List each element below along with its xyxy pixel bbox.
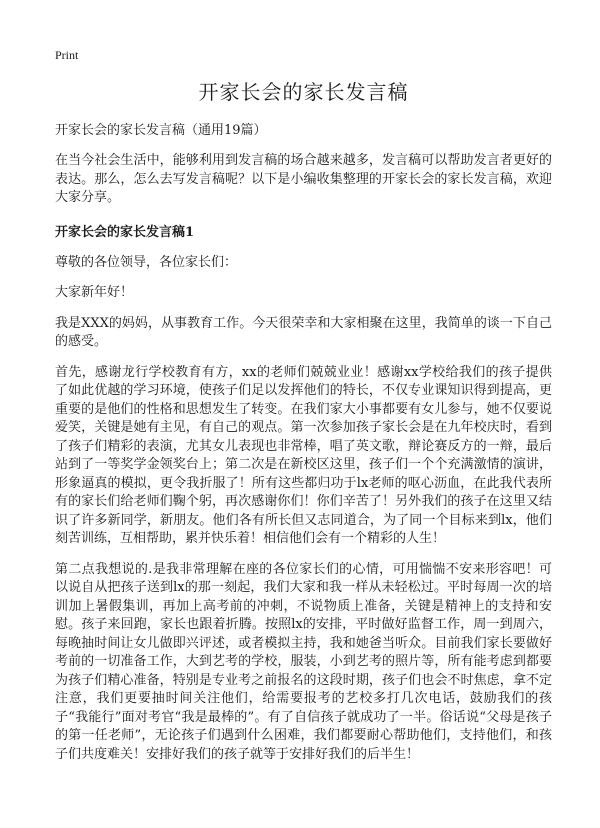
body-paragraph: 首先，感谢龙行学校教育有方，xx的老师们兢兢业业！感谢xx学校给我们的孩子提供了如此优越的学习环境，使孩子们足以发挥他们的特长，不仅专业课知识得到提高，更重要的是他们的性格和思想发生了转变。在我们家大小事都要有女儿参与，她不仅要说爱笑，关键是她有主见，有自己的观点。第一次参加孩子家长会是在九年校庆时，看到了孩子们精彩的表演，尤其女儿表现也非常棒，唱了英文歌，辩论赛反方的一辩，最后站到了一等奖学金领奖台上；第二次是在新校区这里，孩子们一个个充满激情的演讲，形象逼真的模拟，更令我折服了！所有这些都归功于lx老师的呕心沥血，在此我代表所有的家长们给老师们鞠个躬，再次感谢你们！你们辛苦了！另外我们的孩子在这里又结识了许多新同学，新朋友。他们各有所长但又志同道合，为了同一个目标来到lx，他们刻苦训练，互相帮助，累并快乐着！相信他们会有一个精彩的人生！ [55, 364, 552, 546]
page-title: 开家长会的家长发言稿 [198, 80, 409, 104]
body-paragraph: 第二点我想说的.是我非常理解在座的各位家长们的心情，可用惴惴不安来形容吧！可以说自从把孩子送到lx的那一刻起，我们大家和我一样从未轻松过。平时每周一次的培训加上暑假集训，再加上高考前的冲刺，不说物质上准备，关键是精神上的支持和安慰。孩子来回跑，家长也跟着折腾。按照lx的安排，平时做好监督工作，周一到周六，每晚抽时间让女儿做即兴评述，或者模拟主持，我和她爸当听众。目前我们家长要做好考前的一切准备工作，大到艺考的学校，服装，小到艺考的照片等，所有能考虑到都要为孩子们精心准备，特别是专业考之前报名的这段时期，孩子们也会不时焦虑，拿不定注意，我们更要抽时间关注他们，给需要报考的艺校多打几次电话，鼓励我们的孩子“我能行”面对考官“我是最棒的”。有了自信孩子就成功了一半。俗话说“父母是孩子的第一任老师”，无论孩子们遇到什么困难，我们都要耐心帮助他们，支持他们，和孩子们共度难关！安排好我们的孩子就等于安排好我们的后半生！ [55, 561, 552, 762]
new-year-paragraph: 大家新年好！ [55, 285, 134, 300]
print-label: Print [55, 48, 79, 62]
section-heading: 开家长会的家长发言稿1 [55, 224, 195, 240]
greeting-paragraph: 尊敬的各位领导，各位家长们： [55, 254, 238, 270]
document-subtitle: 开家长会的家长发言稿（通用19篇） [55, 123, 267, 138]
intro-paragraph: 在当今社会生活中，能够利用到发言稿的场合越来越多，发言稿可以帮助发言者更好的表达。那么，怎么去写发言稿呢？以下是小编收集整理的开家长会的家长发言稿，欢迎大家分享。 [55, 153, 552, 205]
body-paragraph: 我是XXX的妈妈，从事教育工作。今天很荣幸和大家相聚在这里，我简单的谈一下自己的感受。 [55, 315, 552, 349]
